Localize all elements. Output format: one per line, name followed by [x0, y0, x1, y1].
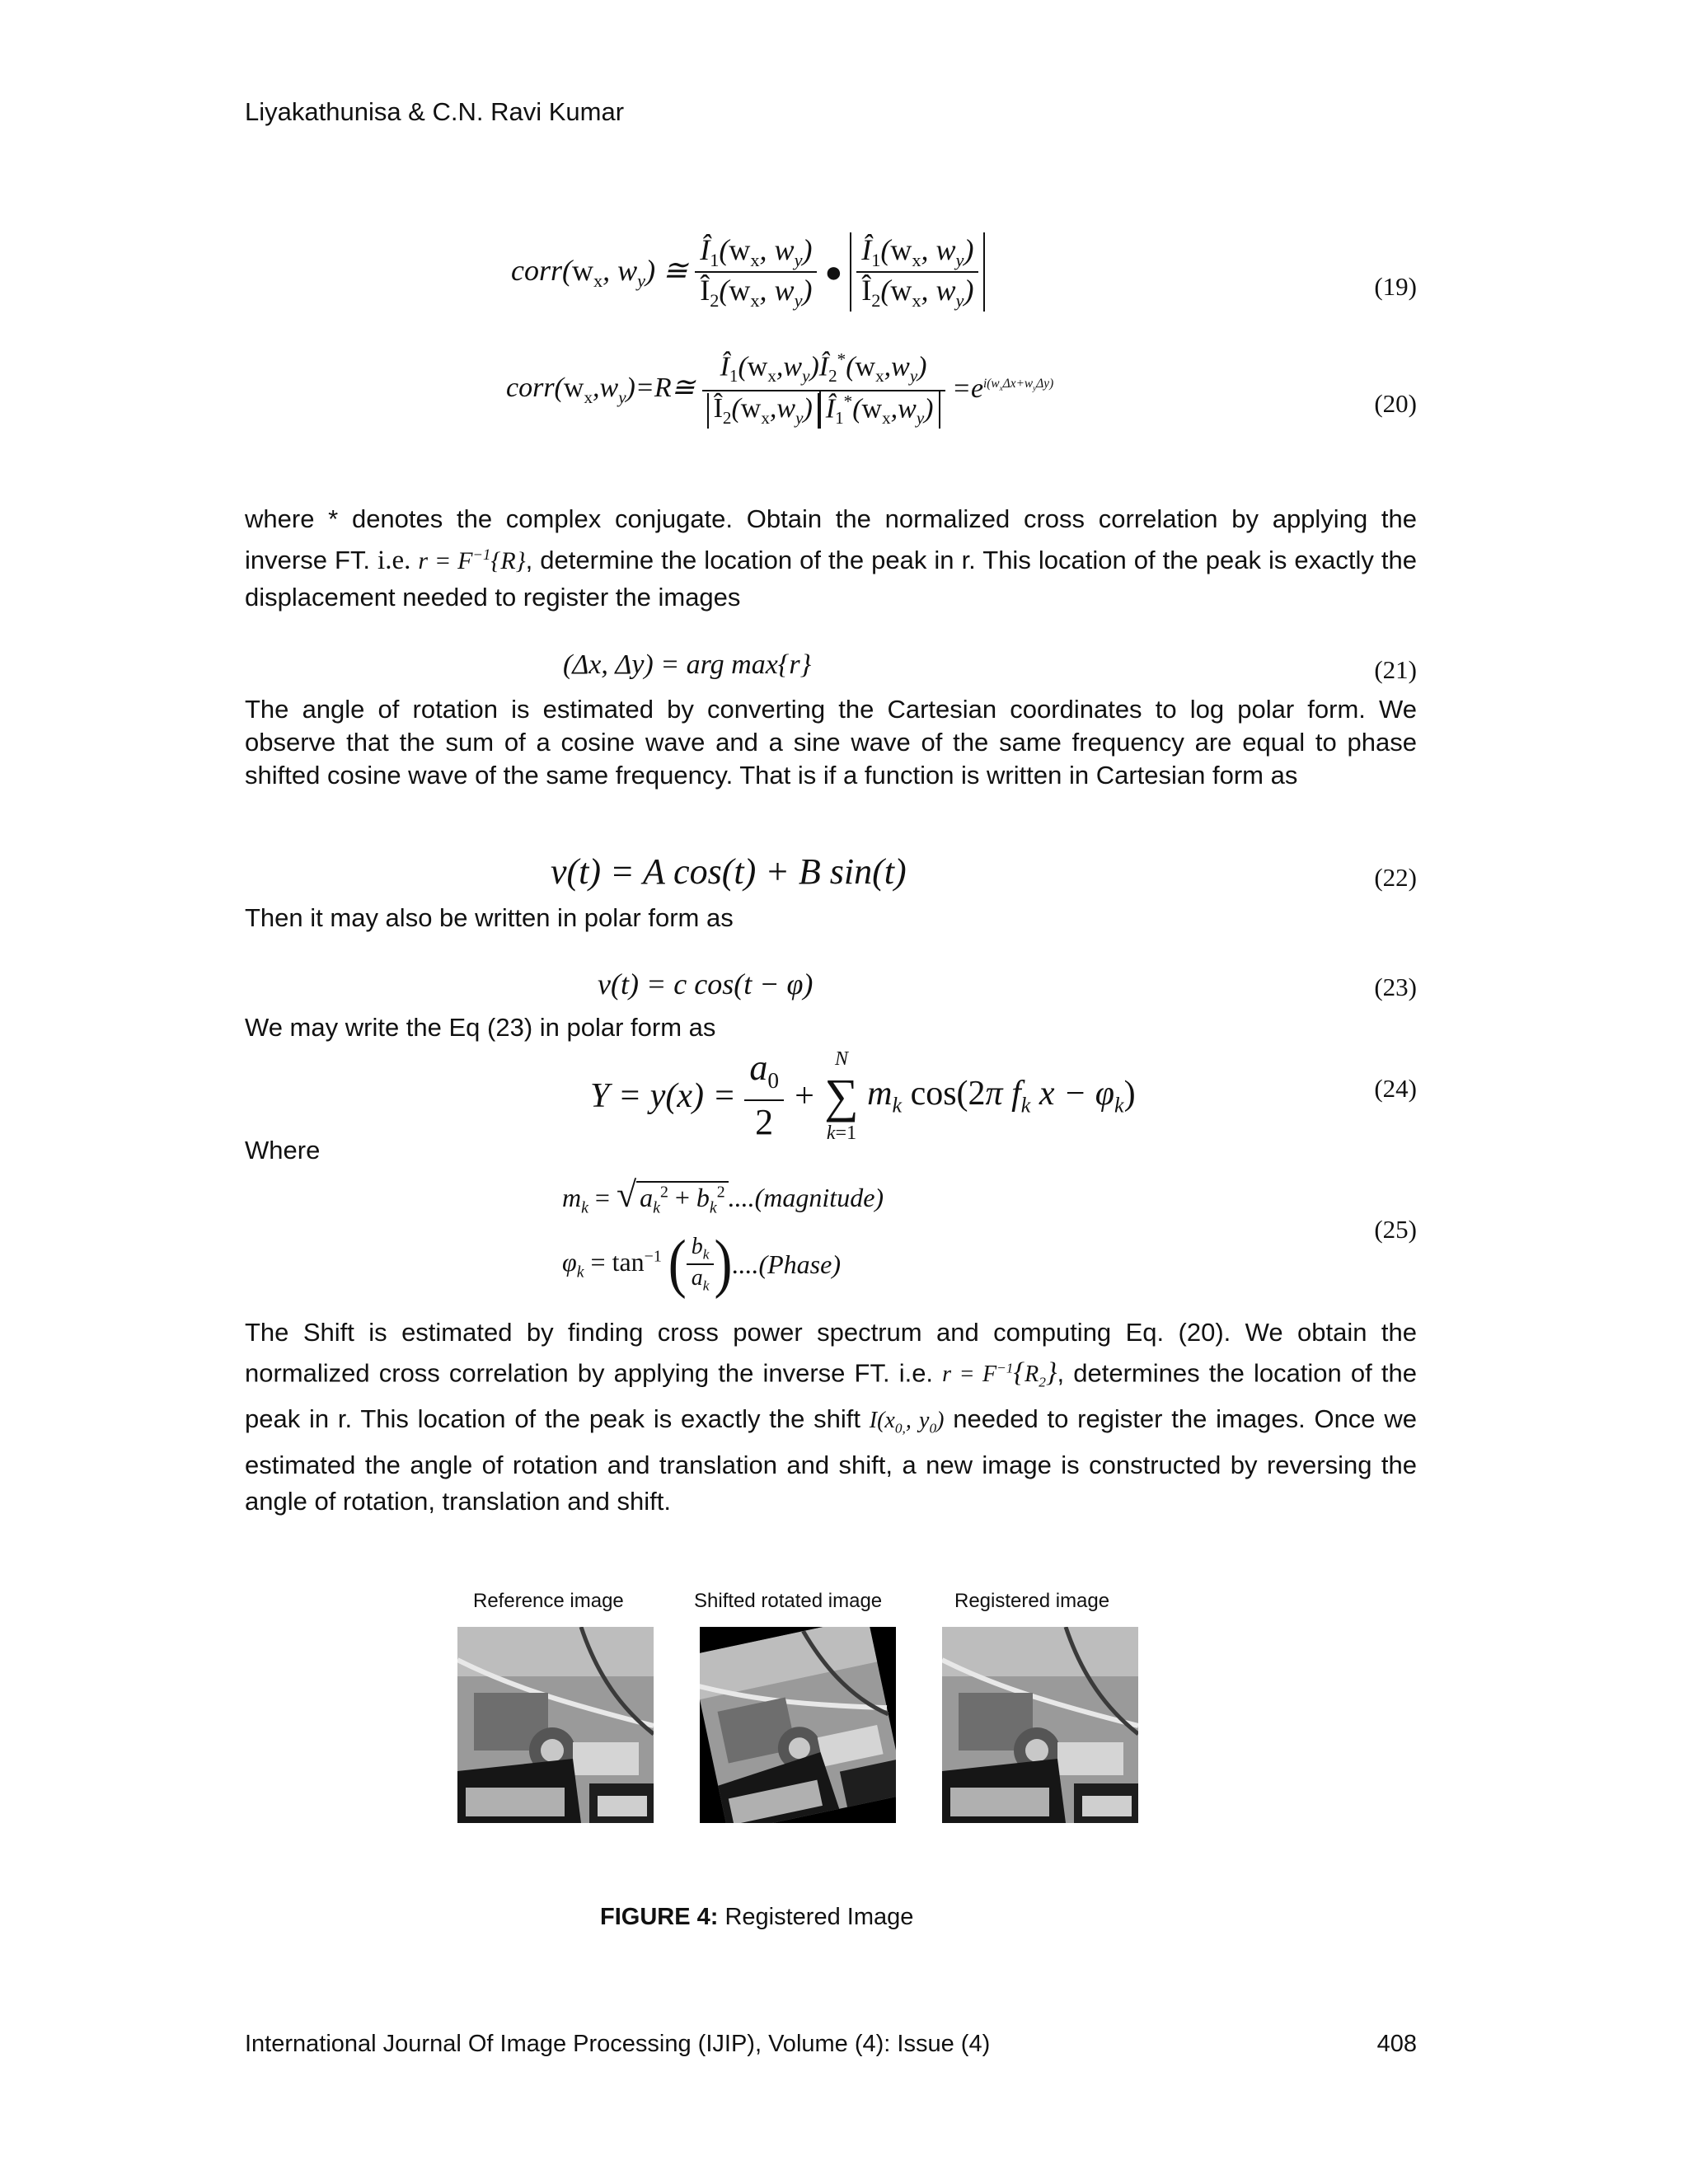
- equation-25-number: (25): [1374, 1215, 1417, 1244]
- figure-caption-text: Registered Image: [718, 1904, 914, 1930]
- shifted-rotated-image: [700, 1627, 896, 1823]
- equation-24: Y = y(x) = $\frac{a_0}{2}$ + N ∑ k=1 $m_k$ cos(2π $f_k$ $x - \varphi_k$): [590, 1047, 1136, 1144]
- equation-22: v(t) = A cos(t) + B sin(t): [551, 851, 907, 892]
- paragraph-1-text-b: , determine the location of the peak in r. This location of the peak is exactly the displacement needed to register the images: [245, 546, 1417, 612]
- figure-label-shifted-rotated: Shifted rotated image: [694, 1590, 883, 1612]
- paragraph-6-text-a: The Shift is estimated by finding cross power spectrum and computing Eq. (20). We obtain the normalized cross correlation by applying the inverse FT. i.e.: [245, 1318, 1417, 1388]
- equation-23-number: (23): [1374, 972, 1417, 1001]
- paragraph-eq23-polar: We may write the Eq (23) in polar form as: [245, 1013, 716, 1042]
- paragraph-6-text-b: , determines the location of the peak in r. This location of the peak is exactly the shift: [245, 1358, 1417, 1433]
- equation-20: $corr(w_x,w_y)=R≅$ $\frac{Î_1(w_x,w_y)Î_2^*(w_x,w_y)}{Î_2(w_x,w_y) Î_1^*(w_x,w_y)}$ $=e^{i(w_x\Delta x+w_y\Delta y)}$: [506, 349, 1054, 429]
- inline-formula-r-equals-inverse-ft-r2: $r = F^{-1}\{R_2\}$: [942, 1357, 1057, 1390]
- reference-image: [457, 1627, 654, 1823]
- equation-25-phase: $\varphi_k = \tan^{-1}$ ( $\frac{b_k}{a_k}$ )....(Phase): [562, 1227, 841, 1301]
- equation-23: v(t) = c cos(t − φ): [598, 968, 814, 1001]
- paragraph-angle-of-rotation: The angle of rotation is estimated by converting the Cartesian coordinates to log polar form. We observe that the sum of a cosine wave and a sine wave of the same frequency are equal to phase shifted cosine wave of the same frequency. That is if a function is written in Cartesian form as: [245, 695, 1417, 790]
- equation-19: $corr(w_x$, $w_y$) ≅ $\frac{Î_1(w_x, w_y)}{Î_2(w_x, w_y)}$ ● $\frac{Î_1(w_x, w_y)}{Î_2(w_x, w_y)}$: [511, 232, 985, 312]
- equation-21: (Δx, Δy) = arg max{r}: [563, 649, 812, 680]
- equation-24-number: (24): [1374, 1074, 1417, 1103]
- equation-25-phase-label: ....(Phase): [732, 1249, 841, 1279]
- footer-journal: International Journal Of Image Processing (IJIP), Volume (4): Issue (4): [245, 2031, 991, 2057]
- running-head-authors: Liyakathunisa & C.N. Ravi Kumar: [245, 97, 625, 126]
- page-number: 408: [1376, 2031, 1417, 2057]
- equation-21-number: (21): [1374, 655, 1417, 684]
- paragraph-1-text-a: where * denotes the complex conjugate. Obtain the normalized cross correlation by applying the inverse FT.: [245, 504, 1417, 574]
- inline-formula-r-equals-inverse-ft: $r = F^{-1}\{R\}$: [418, 546, 526, 574]
- equation-25-magnitude: $m_k$ = √ $a_k^2 + b_k^2$ ....(magnitude): [562, 1174, 884, 1217]
- figure-label-reference: Reference image: [473, 1590, 624, 1612]
- equation-19-number: (19): [1374, 272, 1417, 301]
- equation-20-number: (20): [1374, 389, 1417, 418]
- paragraph-shift-estimation: [245, 1315, 1417, 1520]
- paragraph-6-text-c: needed to register the images. Once we estimated the angle of rotation and translation and shift, a new image is constructed by reversing the angle of rotation, translation and shift.: [245, 1404, 1417, 1516]
- paragraph-polar-form: Then it may also be written in polar form as: [245, 903, 734, 932]
- paragraph-normalized-cross-correlation: [245, 501, 1417, 616]
- figure-caption-label: FIGURE 4:: [600, 1904, 719, 1930]
- paragraph-1-ie: i.e.: [377, 546, 411, 575]
- figure-label-registered: Registered image: [954, 1590, 1110, 1612]
- inline-formula-shift: $I(x_{0,}$, $y_0$): [869, 1407, 945, 1436]
- equation-25-magnitude-label: ....(magnitude): [728, 1183, 884, 1212]
- paragraph-where: Where: [245, 1136, 321, 1165]
- equation-22-number: (22): [1374, 863, 1417, 892]
- registered-image: [942, 1627, 1138, 1823]
- figure-caption: [600, 1904, 913, 1931]
